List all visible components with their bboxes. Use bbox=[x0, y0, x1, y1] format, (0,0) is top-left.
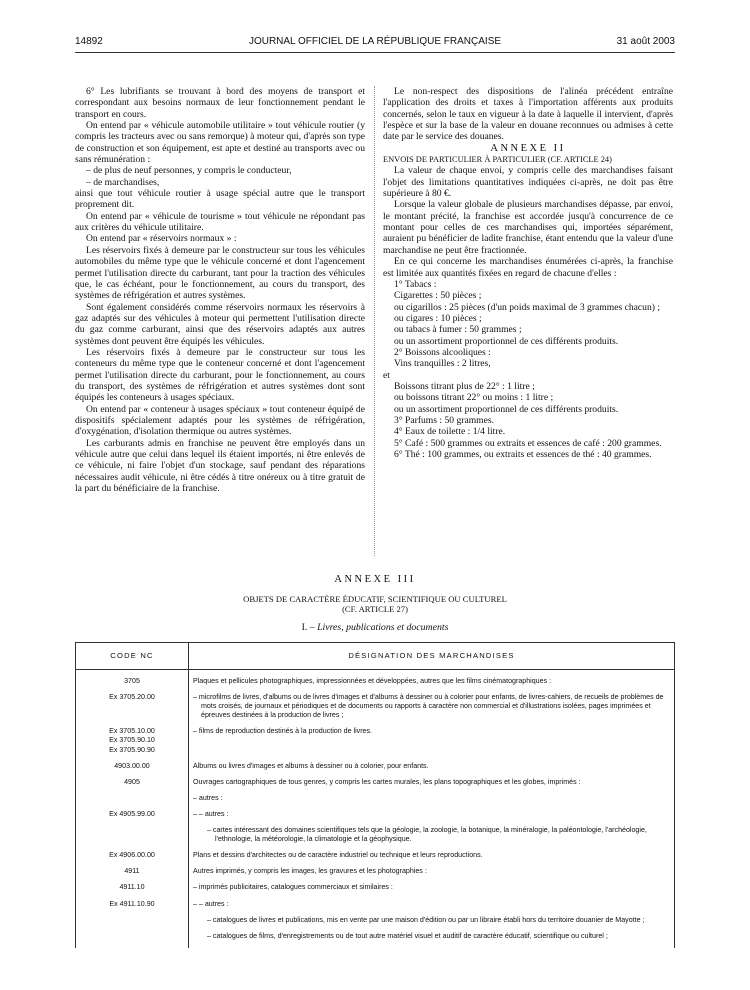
left-paragraph: Les carburants admis en franchise ne peuvent être employés dans un véhicule autre que celui dans lequel ils étaient importés, ni être enlevés de ce véhicule, ni faire l'objet d'un stockage, sauf pendant des réparations nécessaires audit véhicule, ni être cédés à titre onéreux ou à titre gratuit de la part du bénéficiaire de la franchise. bbox=[75, 437, 365, 495]
annex-ii-item: Boissons titrant plus de 22° : 1 litre ; bbox=[394, 380, 535, 392]
header-rule bbox=[75, 52, 675, 53]
designation-text: – catalogues de livres et publications, mis en vente par une maison d'édition ou par un libraire établi hors du territoire douanier de Mayotte ; bbox=[207, 915, 645, 924]
annex-ii-item: ou tabacs à fumer : 50 grammes ; bbox=[394, 324, 522, 336]
left-paragraph: On entend par « conteneur à usages spéciaux » tout conteneur équipé de dispositifs spécialement adaptés pour les systèmes de réfrigération, d'oxygénation, d'isolation thermique ou autres systèmes. bbox=[75, 403, 365, 438]
designation-text: – microfilms de livres, d'albums ou de livres d'images et d'albums à dessiner ou à colorier pour enfants, de livres-cahiers, de recueils de problèmes de mots croisés, de journaux et périodiques et de documents ou rapports à caractère non commercial et d'illustrations isolées, pages imprimées et épreuves destinées à la production de livres ; bbox=[193, 693, 664, 720]
table-row bbox=[76, 778, 675, 787]
designation-cell bbox=[189, 693, 675, 720]
annex-iii-article-ref: (CF. ARTICLE 27) bbox=[342, 604, 408, 614]
left-paragraph: On entend par « véhicule automobile utilitaire » tout véhicule routier (y compris les tracteurs avec ou sans remorque) à moteur qui, d'après son type de construction et son équipement, est apte et destiné au transports avec ou sans rémunération : bbox=[75, 120, 365, 166]
code-nc-cell bbox=[76, 794, 189, 803]
table-body bbox=[76, 670, 675, 948]
intro-paragraph: Le non-respect des dispositions de l'alinéa précédent entraîne l'application des droits et taxes à l'importation afférents aux produits concernés, selon le taux en vigueur à la date à laquelle il intervient, d'après l'espèce et sur la base de la valeur en douane reconnues ou admises à cette date par le service des douanes. bbox=[383, 86, 673, 143]
header-designation: DÉSIGNATION DES MARCHANDISES bbox=[189, 643, 675, 670]
journal-title: JOURNAL OFFICIEL DE LA RÉPUBLIQUE FRANÇAISE bbox=[248, 36, 502, 47]
left-paragraph: On entend par « véhicule de tourisme » tout véhicule ne répondant pas aux critères du véhicule utilitaire. bbox=[75, 210, 365, 234]
table-row bbox=[76, 851, 675, 860]
designation-cell bbox=[189, 762, 675, 771]
designation-text: – autres : bbox=[193, 793, 223, 802]
page-header bbox=[75, 36, 675, 50]
code-nc-cell bbox=[76, 826, 189, 844]
table-spacer-row bbox=[76, 755, 675, 762]
designation-cell bbox=[189, 727, 675, 754]
code-nc-cell: Ex 3705.20.00 bbox=[76, 693, 189, 720]
designation-text: – films de reproduction destinés à la production de livres. bbox=[193, 727, 373, 736]
left-paragraph: ainsi que tout véhicule routier à usage spécial autre que le transport proprement dit. bbox=[75, 188, 365, 211]
annex-ii-item: Cigarettes : 50 pièces ; bbox=[394, 290, 482, 302]
annex-iii-title: ANNEXE III bbox=[334, 574, 416, 585]
annex-ii-item: 5° Café : 500 grammes ou extraits et essences de café : 200 grammes. bbox=[394, 437, 662, 449]
table-spacer-row bbox=[76, 844, 675, 851]
table-spacer-row bbox=[76, 819, 675, 826]
code-nc-cell: Ex 4911.10.90 bbox=[76, 900, 189, 909]
code-nc-cell bbox=[76, 916, 189, 925]
left-paragraph: – de plus de neuf personnes, y compris le conducteur, bbox=[86, 165, 292, 177]
annex-ii-item: ou cigares : 10 pièces ; bbox=[394, 312, 482, 324]
left-paragraph: On entend par « réservoirs normaux » : bbox=[86, 233, 237, 245]
annex-ii-paragraphs bbox=[383, 165, 673, 278]
table-row bbox=[76, 762, 675, 771]
left-paragraph: 6° Les lubrifiants se trouvant à bord des moyens de transport et correspondant aux besoins normaux de leur fonctionnement pendant le transport en cours. bbox=[75, 86, 365, 120]
designation-cell bbox=[189, 851, 675, 860]
annex-ii-items bbox=[383, 279, 673, 461]
annex-ii-item: ou boissons titrant 22° ou moins : 1 litre ; bbox=[394, 392, 554, 404]
designation-cell bbox=[189, 932, 675, 941]
annex-ii-paragraph: La valeur de chaque envoi, y compris celle des marchandises faisant l'objet des limitations quantitatives indiquées ci-après, ne doit pas être supérieure à 80 €. bbox=[383, 165, 673, 200]
designation-cell bbox=[189, 810, 675, 819]
designation-cell bbox=[189, 867, 675, 876]
table-row bbox=[76, 794, 675, 803]
designation-text: Ouvrages cartographiques de tous genres, y compris les cartes murales, les plans topographiques et les globes, imprimés : bbox=[193, 777, 581, 786]
table-spacer-row bbox=[76, 860, 675, 867]
goods-table bbox=[75, 642, 675, 948]
code-nc-cell: 4911.10 bbox=[76, 883, 189, 892]
designation-cell bbox=[189, 900, 675, 909]
column-separator bbox=[374, 86, 375, 556]
table-spacer-row bbox=[76, 670, 675, 678]
table-row bbox=[76, 727, 675, 754]
page-number: 14892 bbox=[75, 36, 103, 47]
code-nc-cell: Ex 3705.10.00 Ex 3705.90.10 Ex 3705.90.90 bbox=[76, 727, 189, 754]
table-spacer-row bbox=[76, 941, 675, 948]
table-spacer-row bbox=[76, 909, 675, 916]
annex-ii-item: Vins tranquilles : 2 litres, bbox=[394, 358, 491, 370]
table-spacer-row bbox=[76, 787, 675, 794]
code-nc-cell bbox=[76, 932, 189, 941]
annex-ii-item: 4° Eaux de toilette : 1/4 litre. bbox=[394, 426, 506, 438]
left-paragraph: – de marchandises, bbox=[86, 176, 160, 188]
table-row bbox=[76, 932, 675, 941]
designation-cell bbox=[189, 677, 675, 686]
designation-text: – cartes intéressant des domaines scientifiques tels que la géologie, la zoologie, la botanique, la minéralogie, la paléontologie, l'archéologie, l'ethnologie, la météorologie, la climatologie et la géophysique. bbox=[207, 826, 647, 844]
annex-ii-item: ou un assortiment proportionnel de ces différents produits. bbox=[394, 335, 619, 347]
left-paragraph: Les réservoirs fixés à demeure par le constructeur sur tous les véhicules automobiles du même type que le véhicule concerné et dont l'agencement permet l'utilisation directe du carburant, tant pour la traction des véhicules que, le cas échéant, pour le fonctionnement, au cours du transport, des systèmes de réfrigération et autres systèmes. bbox=[75, 244, 365, 302]
annex-iii-subtitle: OBJETS DE CARACTÈRE ÉDUCATIF, SCIENTIFIQUE OU CULTUREL bbox=[243, 594, 507, 604]
designation-text: Plans et dessins d'architectes ou de caractère industriel ou technique et leurs reproductions. bbox=[193, 851, 483, 860]
annex-ii-title: ANNEXE II bbox=[490, 142, 566, 154]
code-nc-cell: Ex 4905.99.00 bbox=[76, 810, 189, 819]
table-row bbox=[76, 883, 675, 892]
table-spacer-row bbox=[76, 876, 675, 883]
annex-ii-item: 2° Boissons alcooliques : bbox=[394, 346, 491, 358]
designation-cell bbox=[189, 916, 675, 925]
table-spacer-row bbox=[76, 720, 675, 727]
table-spacer-row bbox=[76, 893, 675, 900]
annex-ii-item: ou cigarillos : 25 pièces (d'un poids maximal de 3 grammes chacun) ; bbox=[394, 301, 661, 313]
designation-text: – – autres : bbox=[193, 809, 229, 818]
table-row bbox=[76, 693, 675, 720]
code-nc-cell: 4905 bbox=[76, 778, 189, 787]
code-nc-cell: 3705 bbox=[76, 677, 189, 686]
designation-text: Plaques et pellicules photographiques, impressionnées et développées, autres que les films cinématographiques : bbox=[193, 677, 552, 685]
annex-ii-paragraph: Lorsque la valeur globale de plusieurs marchandises dépasse, par envoi, le montant précité, la franchise est accordée jusqu'à concurrence de ce montant pour celles de ces marchandises qui, importées séparément, auraient pu bénéficier de ladite franchise, étant entendu que la valeur d'une marchandise ne peut être fractionnée. bbox=[383, 199, 673, 256]
annex-ii-item: 3° Parfums : 50 grammes. bbox=[394, 414, 495, 426]
table-row bbox=[76, 916, 675, 925]
right-column bbox=[383, 86, 673, 460]
section-title: Livres, publications et documents bbox=[317, 622, 449, 633]
designation-text: Autres imprimés, y compris les images, les gravures et les photographies : bbox=[193, 867, 427, 876]
code-nc-cell: Ex 4906.00.00 bbox=[76, 851, 189, 860]
code-nc-cell: 4903.00.00 bbox=[76, 762, 189, 771]
table-spacer-row bbox=[76, 686, 675, 693]
annex-ii-item: 6° Thé : 100 grammes, ou extraits et essences de thé : 40 grammes. bbox=[394, 449, 652, 460]
annex-ii-subtitle: ENVOIS DE PARTICULIER À PARTICULIER (CF. ARTICLE 24) bbox=[383, 155, 612, 165]
designation-cell bbox=[189, 883, 675, 892]
designation-text: – – autres : bbox=[193, 899, 229, 908]
left-paragraph: Les réservoirs fixés à demeure par le constructeur sur tous les conteneurs du même type que le conteneur concerné et dont l'agencement permet l'utilisation directe du carburant, pour le fonctionnement, au cours du transport, des systèmes de réfrigération et autres systèmes dont sont équipés les conteneurs à usages spéciaux. bbox=[75, 346, 365, 404]
table-row bbox=[76, 900, 675, 909]
annex-ii-item: 1° Tabacs : bbox=[394, 278, 437, 290]
table-header-row bbox=[76, 643, 675, 670]
annex-ii-item: et bbox=[383, 369, 390, 381]
designation-cell bbox=[189, 778, 675, 787]
table-row bbox=[76, 810, 675, 819]
designation-text: – imprimés publicitaires, catalogues commerciaux et similaires : bbox=[193, 883, 393, 892]
table-spacer-row bbox=[76, 803, 675, 810]
table-row bbox=[76, 867, 675, 876]
annex-ii-item: ou un assortiment proportionnel de ces différents produits. bbox=[394, 403, 619, 415]
annex-ii-paragraph: En ce qui concerne les marchandises énumérées ci-après, la franchise est limitée aux quantités fixées en regard de chacune d'elles : bbox=[383, 256, 673, 279]
section-number: I. – bbox=[301, 622, 315, 633]
left-paragraph: Sont également considérés comme réservoirs normaux les réservoirs à gaz adaptés sur des véhicules à moteur qui permettent l'utilisation directe du gaz comme carburant, ainsi que des réservoirs adaptés aux autres systèmes dont peuvent être équipés les véhicules. bbox=[75, 301, 365, 347]
designation-cell bbox=[189, 826, 675, 844]
section-heading bbox=[75, 622, 675, 633]
table-row bbox=[76, 677, 675, 686]
left-column bbox=[75, 86, 365, 494]
designation-text: Albums ou livres d'images et albums à dessiner ou à colorier, pour enfants. bbox=[193, 761, 429, 770]
code-nc-cell: 4911 bbox=[76, 867, 189, 876]
table-spacer-row bbox=[76, 925, 675, 932]
designation-cell bbox=[189, 794, 675, 803]
header-code-nc: CODE NC bbox=[76, 643, 189, 670]
table-spacer-row bbox=[76, 771, 675, 778]
designation-text: – catalogues de films, d'enregistrements ou de tout autre matériel visuel et auditif de caractère éducatif, scientifique ou culturel ; bbox=[207, 931, 608, 940]
publication-date: 31 août 2003 bbox=[616, 36, 675, 47]
table-row bbox=[76, 826, 675, 844]
